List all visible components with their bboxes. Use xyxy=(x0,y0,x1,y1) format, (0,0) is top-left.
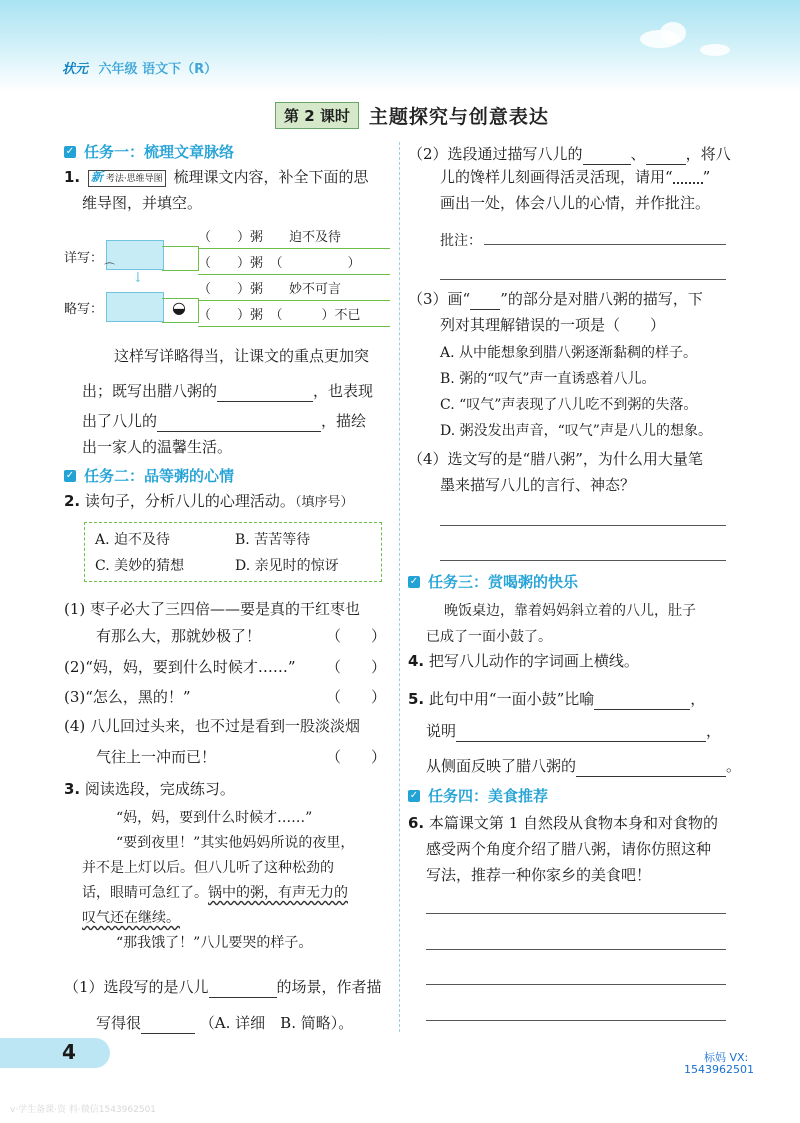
text: ， xyxy=(690,690,706,708)
passage-line: “要到夜里！”其实他妈妈所说的夜里， xyxy=(116,835,355,851)
answer-line[interactable] xyxy=(426,913,726,914)
task-heading-2 xyxy=(64,465,234,486)
prompt-text: 把写八儿动作的字词画上横线。 xyxy=(428,652,639,670)
task-title: 任务四：美食推荐 xyxy=(428,787,549,805)
map-row-4 xyxy=(198,306,390,327)
text: ” xyxy=(702,168,711,186)
brief-box[interactable] xyxy=(106,292,164,322)
q5-line-2 xyxy=(426,720,721,742)
q1-prompt xyxy=(64,166,368,188)
q3-passage xyxy=(82,806,392,956)
option-a[interactable]: A. 从中能想象到腊八粥逐渐黏稠的样子。 xyxy=(440,345,698,361)
q6-line-2: 感受两个角度介绍了腊八粥，请你仿照这种 xyxy=(426,840,712,858)
page-number-bar xyxy=(0,1038,110,1068)
map-row-paren[interactable]: （ ）粥 xyxy=(198,256,264,271)
item-text: “怎么，黑的！” xyxy=(85,688,191,706)
prompt-text: 阅读选段，完成练习。 xyxy=(84,780,235,798)
answer-blank[interactable] xyxy=(141,1017,195,1034)
spoon-icon: ⌒ xyxy=(104,262,115,275)
text: （2）选段通过描写八儿的 xyxy=(408,145,583,163)
map-row-text[interactable]: （ ）不已 xyxy=(276,308,361,323)
answer-blank[interactable] xyxy=(209,981,277,998)
wavy-line-icon xyxy=(673,172,703,184)
question-number: 6. xyxy=(408,814,425,832)
answer-blank[interactable] xyxy=(594,693,690,710)
prompt-text: 梳理课文内容，补全下面的思 xyxy=(173,168,369,186)
text: 从侧面反映了腊八粥的 xyxy=(426,757,577,775)
passage-line: 已成了一面小鼓了。 xyxy=(426,629,552,645)
map-row-text[interactable]: （ ） xyxy=(276,256,361,271)
header-band xyxy=(0,0,800,92)
item-number: (3) xyxy=(64,688,86,706)
item-number: (2) xyxy=(64,658,86,676)
text: （A. 详细 B. 简略）。 xyxy=(199,1014,354,1032)
answer-line[interactable] xyxy=(440,560,726,561)
map-row-text: 迫不及待 xyxy=(289,230,342,245)
q2-item-4 xyxy=(64,715,360,737)
q1-para: 出一家人的温馨生活。 xyxy=(82,438,233,456)
passage-line: “那我饿了！”八儿要哭的样子。 xyxy=(116,935,313,951)
q1-para xyxy=(82,410,366,432)
question-number: 3. xyxy=(64,780,81,798)
text: ，也表现 xyxy=(313,382,374,400)
answer-blank[interactable] xyxy=(157,415,321,432)
q3-sub3-cont: 列对其理解错误的一项是（ ） xyxy=(440,316,666,334)
q3-sub1-cont xyxy=(96,1012,353,1034)
answer-paren[interactable]: （ ） xyxy=(325,688,386,706)
text: 出；既写出腊八粥的 xyxy=(82,382,218,400)
answer-paren[interactable]: （ ） xyxy=(325,748,386,766)
q3-sub2 xyxy=(408,143,731,165)
q2-prompt xyxy=(64,490,353,514)
map-row-3 xyxy=(198,280,390,301)
text: 的场景，作者描 xyxy=(276,978,382,996)
map-row-paren[interactable]: （ ）粥 xyxy=(198,230,264,245)
map-row-1 xyxy=(198,228,390,249)
column-divider xyxy=(399,142,401,1032)
map-row-paren[interactable]: （ ）粥 xyxy=(198,308,264,323)
watermark-line: 1543962501 xyxy=(684,1063,754,1076)
brief-label: 略写： xyxy=(64,302,104,317)
option-b[interactable]: B. 粥的“叹气”声一直诱惑着八儿。 xyxy=(440,371,656,387)
footer-text: v·学生备课·资 料·微信1543962501 xyxy=(10,1105,157,1115)
detailed-label: 详写： xyxy=(64,251,104,266)
q3-sub1 xyxy=(64,976,382,998)
q1-para: 这样写详略得当，让课文的重点更加突 xyxy=(114,347,370,365)
option-c: C. 美妙的猜想 xyxy=(95,558,185,574)
arrow-down-icon: ↓ xyxy=(132,270,144,286)
q5-line-1 xyxy=(408,688,705,710)
answer-line[interactable] xyxy=(440,525,726,526)
hint-text: （填序号） xyxy=(294,495,354,510)
answer-blank[interactable] xyxy=(646,148,686,165)
bowl-icon: ◒ xyxy=(172,298,186,317)
answer-blank[interactable] xyxy=(576,760,726,777)
task-title: 任务二：品等粥的心情 xyxy=(84,467,235,485)
text: ”的部分是对腊八粥的描写，下 xyxy=(500,290,703,308)
passage-line: “妈，妈，要到什么时候才……” xyxy=(116,810,313,826)
text: 说明 xyxy=(426,722,457,740)
item-text: 八儿回过头来，也不过是看到一股淡淡烟 xyxy=(90,717,361,735)
checkbox-icon: ✓ xyxy=(409,789,419,801)
answer-line[interactable] xyxy=(426,1020,726,1021)
q6-line-3: 写法，推荐一种你家乡的美食吧！ xyxy=(426,866,652,884)
item-text: 气往上一冲而已！ xyxy=(96,748,217,766)
answer-line[interactable] xyxy=(426,949,726,950)
cloud-decoration xyxy=(700,44,730,56)
page-number: 4 xyxy=(62,1040,76,1064)
item-text: 枣子必大了三四倍——要是真的干红枣也 xyxy=(90,600,361,618)
item-text: “妈，妈，要到什么时候才……” xyxy=(85,658,296,676)
q6-line-1 xyxy=(408,812,718,834)
item-text: 有那么大，那就妙极了！ xyxy=(96,627,262,645)
answer-blank[interactable] xyxy=(456,725,706,742)
map-row-text: 妙不可言 xyxy=(289,282,342,297)
map-row-2 xyxy=(198,254,390,275)
annotation-line[interactable] xyxy=(484,244,726,245)
text: （1）选段写的是八儿 xyxy=(64,978,209,996)
q3-sub4-cont: 墨来描写八儿的言行、神态？ xyxy=(440,476,636,494)
q4-prompt xyxy=(408,650,639,672)
mind-map xyxy=(64,228,394,338)
task-heading-1 xyxy=(64,141,234,162)
question-number: 2. xyxy=(64,492,81,510)
connector xyxy=(162,258,199,271)
lesson-badge: 第 2 课时 xyxy=(275,102,359,129)
item-number: (1) xyxy=(64,600,86,618)
option-d[interactable]: D. 粥没发出声音，“叹气”声是八儿的想象。 xyxy=(440,423,712,439)
q1-prompt-cont: 维导图，并填空。 xyxy=(82,194,203,212)
underlined-text: 叹气还在继续。 xyxy=(82,910,180,926)
lesson-name: 主题探究与创意表达 xyxy=(368,105,549,128)
task-title: 任务三：赏喝粥的快乐 xyxy=(428,573,579,591)
text: 出了八儿的 xyxy=(82,412,158,430)
q2-item-4-cont xyxy=(96,746,386,768)
text: 写得很 xyxy=(96,1014,142,1032)
text: 本篇课文第 1 自然段从食物本身和对食物的 xyxy=(428,814,719,832)
question-number: 4. xyxy=(408,652,425,670)
annotation-line[interactable] xyxy=(440,279,726,280)
underlined-text: 锅中的粥，有声无力的 xyxy=(208,885,348,901)
checkbox-icon: ✓ xyxy=(409,575,419,587)
task-heading-3 xyxy=(408,571,578,592)
answer-paren[interactable]: （ ） xyxy=(325,658,386,676)
q3-sub3 xyxy=(408,288,703,310)
task-title: 任务一：梳理文章脉络 xyxy=(84,143,235,161)
q5-line-3 xyxy=(426,755,741,777)
watermark xyxy=(684,1052,754,1076)
q2-item-1-cont xyxy=(96,625,386,647)
text: ，描绘 xyxy=(321,412,367,430)
passage-line: 并不是上灯以后。但八儿听了这种松劲的 xyxy=(82,860,334,876)
q1-para xyxy=(82,380,373,402)
option-d: D. 亲见时的惊讶 xyxy=(235,558,339,574)
tag-text: 考法·思维导图 xyxy=(105,173,163,184)
underline-sample xyxy=(470,293,500,310)
q3-prompt xyxy=(64,778,235,800)
text: 。 xyxy=(726,757,742,775)
task-heading-4 xyxy=(408,785,548,806)
answer-blank[interactable] xyxy=(217,385,313,402)
text: 话，眼睛可急红了。 xyxy=(82,885,208,901)
new-tag-mark: 新 xyxy=(90,169,103,184)
connector xyxy=(162,310,199,323)
q2-item-3 xyxy=(64,686,386,708)
item-number: (4) xyxy=(64,717,86,735)
text: 此句中用“一面小鼓”比喻 xyxy=(428,690,595,708)
text: ，将八 xyxy=(685,145,731,163)
series-logo: 状元 xyxy=(62,62,89,77)
cloud-decoration xyxy=(660,22,686,44)
answer-line[interactable] xyxy=(426,984,726,985)
question-number: 1. xyxy=(64,168,81,186)
text: ， xyxy=(706,722,722,740)
answer-blank[interactable] xyxy=(583,148,631,165)
option-c[interactable]: C. “叹气”声表现了八儿吃不到粥的失落。 xyxy=(440,397,698,413)
new-tag xyxy=(88,170,166,187)
text: 儿的馋样儿刻画得活灵活现，请用“ xyxy=(440,168,673,186)
series-title: 六年级 语文下（R） xyxy=(98,62,218,77)
q3-sub2-cont: 画出一处，体会八儿的心情，并作批注。 xyxy=(440,194,711,212)
option-b: B. 苦苦等待 xyxy=(235,532,311,548)
text: 、 xyxy=(630,145,646,163)
q2-item-2 xyxy=(64,656,386,678)
q2-item-1 xyxy=(64,598,360,620)
option-a: A. 迫不及待 xyxy=(95,532,171,548)
map-row-paren[interactable]: （ ）粥 xyxy=(198,282,264,297)
answer-paren[interactable]: （ ） xyxy=(325,627,386,645)
question-number: 5. xyxy=(408,690,425,708)
passage-line: 晚饭桌边，靠着妈妈斜立着的八儿，肚子 xyxy=(444,603,696,619)
text: （3）画“ xyxy=(408,290,471,308)
prompt-text: 读句子，分析八儿的心理活动。 xyxy=(84,492,295,510)
q3-sub4: （4）选文写的是“腊八粥”，为什么用大量笔 xyxy=(408,450,703,468)
annotation-label: 批注： xyxy=(440,233,482,249)
series-header xyxy=(62,58,217,77)
checkbox-icon: ✓ xyxy=(65,469,75,481)
lesson-title xyxy=(275,102,549,128)
q2-options xyxy=(84,522,382,582)
watermark-line: 标妈 VX: xyxy=(704,1051,749,1064)
checkbox-icon: ✓ xyxy=(65,145,75,157)
t3-passage xyxy=(426,598,696,650)
q3-sub2-cont xyxy=(440,166,710,188)
